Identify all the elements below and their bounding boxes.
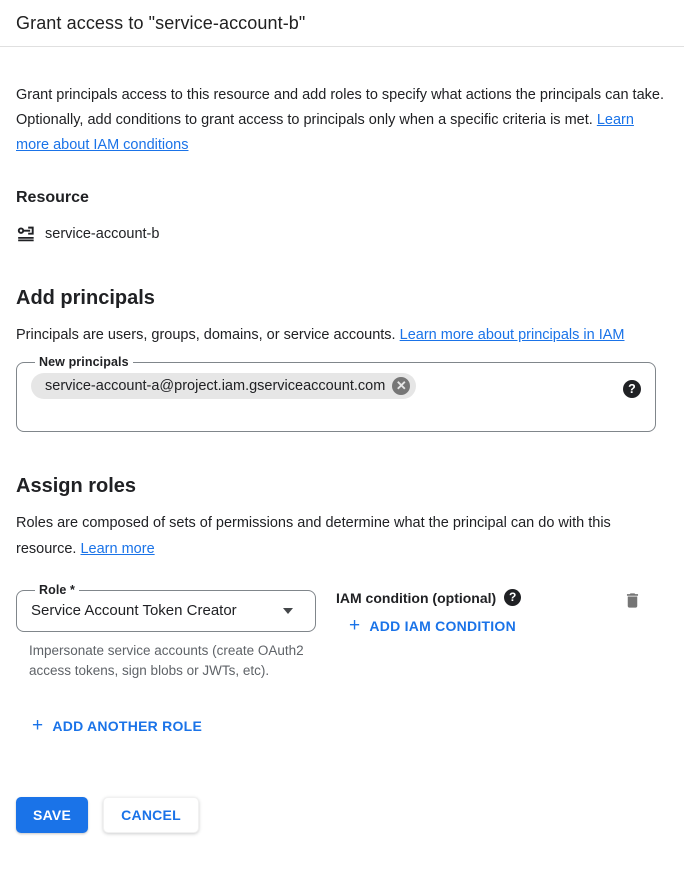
save-button[interactable]: SAVE bbox=[16, 797, 88, 833]
role-select[interactable] bbox=[16, 583, 316, 632]
chevron-down-icon bbox=[283, 608, 293, 614]
new-principals-input[interactable] bbox=[416, 379, 623, 395]
cancel-button[interactable]: CANCEL bbox=[103, 797, 199, 833]
iam-condition-label: IAM condition (optional) bbox=[336, 589, 497, 606]
role-row bbox=[16, 583, 668, 681]
resource-name: service-account-b bbox=[45, 226, 160, 242]
dialog-content bbox=[0, 47, 684, 891]
new-principals-inner bbox=[29, 369, 643, 431]
principals-text: Principals are users, groups, domains, or service accounts. bbox=[16, 327, 400, 343]
delete-role-button[interactable] bbox=[623, 591, 642, 610]
trash-icon bbox=[623, 591, 642, 610]
dialog-header bbox=[0, 0, 684, 47]
plus-icon: + bbox=[32, 715, 44, 736]
principals-description bbox=[16, 322, 666, 348]
add-another-role-button[interactable] bbox=[32, 715, 203, 736]
role-helper-text: Impersonate service accounts (create OAuth2 access tokens, sign blobs or JWTs, etc). bbox=[29, 643, 304, 678]
resource-heading: Resource bbox=[16, 189, 89, 206]
role-value: Service Account Token Creator bbox=[31, 602, 237, 619]
roles-learn-more-link[interactable]: Learn more bbox=[80, 541, 155, 557]
principal-chip-value: service-account-a@project.iam.gserviceaccount.com bbox=[45, 378, 386, 394]
add-iam-condition-button[interactable] bbox=[349, 615, 516, 636]
iam-condition-help-icon[interactable]: ? bbox=[504, 589, 521, 606]
resource-row bbox=[16, 224, 668, 244]
new-principals-label: New principals bbox=[39, 355, 129, 369]
add-principals-heading: Add principals bbox=[16, 287, 155, 309]
new-principals-field[interactable] bbox=[16, 355, 656, 432]
roles-text: Roles are composed of sets of permissions and determine what the principal can do with this resource. bbox=[16, 515, 611, 557]
service-account-icon bbox=[16, 224, 36, 244]
principal-chip[interactable] bbox=[31, 373, 416, 399]
plus-icon: + bbox=[349, 615, 361, 636]
principals-help-icon[interactable]: ? bbox=[623, 380, 641, 398]
intro-paragraph bbox=[16, 83, 666, 158]
assign-roles-heading: Assign roles bbox=[16, 475, 137, 497]
iam-condition-column bbox=[336, 583, 623, 636]
principals-learn-more-link[interactable]: Learn more about principals in IAM bbox=[399, 327, 625, 343]
add-another-role-label: ADD ANOTHER ROLE bbox=[52, 718, 203, 734]
chip-remove-icon[interactable]: ✕ bbox=[392, 377, 410, 395]
add-iam-condition-label: ADD IAM CONDITION bbox=[369, 618, 516, 634]
dialog-actions bbox=[16, 797, 668, 850]
role-column bbox=[16, 583, 316, 681]
iam-conditions-link[interactable]: Learn more about IAM conditions bbox=[16, 112, 634, 153]
dialog-title: Grant access to "service-account-b" bbox=[16, 13, 306, 33]
intro-text: Grant principals access to this resource and add roles to specify what actions the principals can take. Optionally, add conditions to grant access to principals only when a specific criteria is met. bbox=[16, 87, 664, 128]
roles-description bbox=[16, 510, 666, 562]
role-label: Role * bbox=[39, 583, 76, 597]
